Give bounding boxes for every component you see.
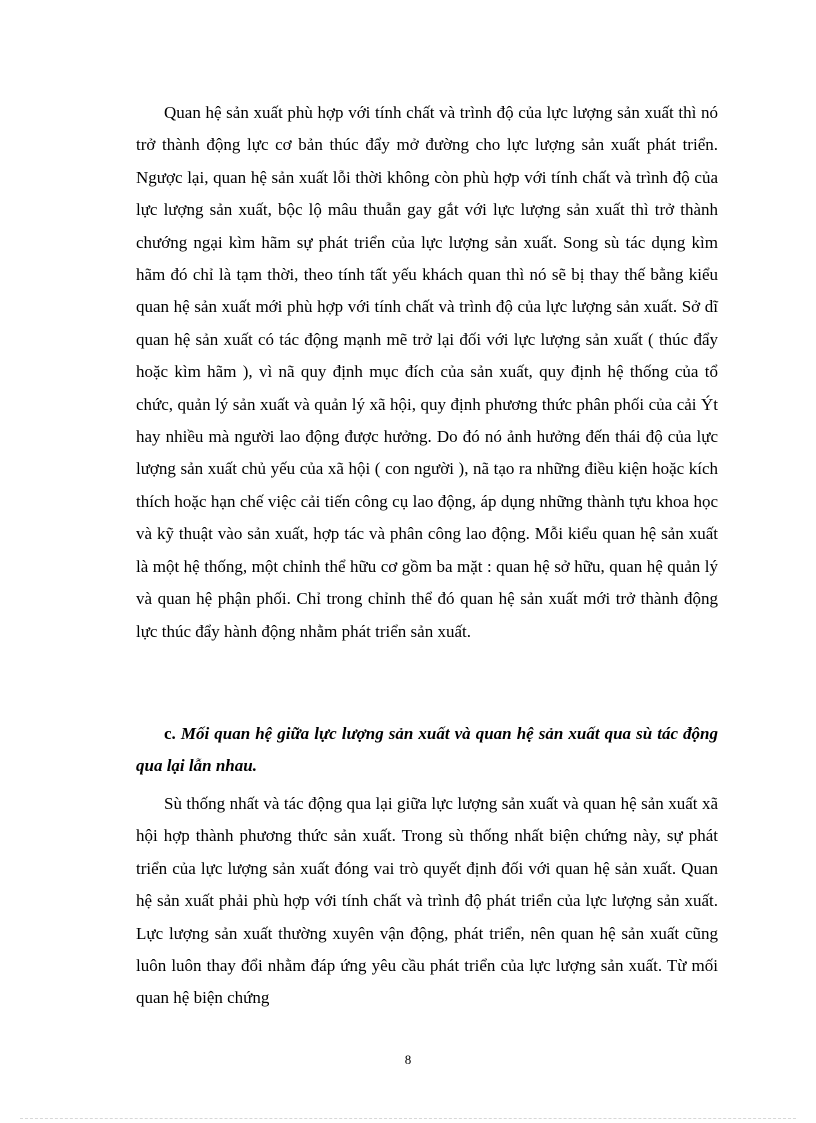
body-paragraph-2	[136, 788, 718, 1015]
section-heading-text: Mối quan hệ giữa lực lượng sản xuất và quan hệ sản xuất qua sù tác động qua lại lẫn nhau.	[136, 724, 719, 776]
paragraph-1-text: Quan hệ sản xuất phù hợp với tính chất và trình độ của lực lượng sản xuất thì nó trở thành động lực cơ bản thúc đẩy mở đường cho lực lượng sản xuất phát triển. Ngược lại, quan hệ sản xuất lỗi thời không còn phù hợp với tính chất và trình độ của lực lượng sản xuất, bộc lộ mâu thuẫn gay gắt với lực lượng sản xuất thì trở thành chướng ngại kìm hãm sự phát triển của lực lượng sản xuất. Song sù tác dụng kìm hãm đó chỉ là tạm thời, theo tính tất yếu khách quan thì nó sẽ bị thay thế bằng kiểu quan hệ sản xuất mới phù hợp với tính chất và trình độ của lực lượng sản xuất. Sở dĩ quan hệ sản xuất có tác động mạnh mẽ trở lại đối với lực lượng sản xuất ( thúc đẩy hoặc kìm hãm ), vì nã quy định mục đích của sản xuất, quy định hệ thống của tổ chức, quản lý sản xuất và quản lý xã hội, quy định phương thức phân phối của cải Ýt hay nhiều mà người lao động được hưởng. Do đó nó ảnh hưởng đến thái độ của lực lượng sản xuất chủ yếu của xã hội ( con người ), nã tạo ra những điều kiện hoặc kích thích hoặc hạn chế việc cải tiến công cụ lao động, áp dụng những thành tựu khoa học và kỹ thuật vào sản xuất, hợp tác và phân công lao động. Mỗi kiểu quan hệ sản xuất là một hệ thống, một chỉnh thể hữu cơ gồm ba mặt : quan hệ sở hữu, quan hệ quản lý và quan hệ phận phối. Chỉ trong chỉnh thể đó quan hệ sản xuất mới trở thành động lực thúc đẩy hành động nhằm phát triển sản xuất.	[136, 103, 718, 641]
section-heading-label: c.	[164, 724, 176, 743]
paragraph-2-text: Sù thống nhất và tác động qua lại giữa lực lượng sản xuất và quan hệ sản xuất xã hội hợp thành phương thức sản xuất. Trong sù thống nhất biện chứng này, sự phát triển của lực lượng sản xuất đóng vai trò quyết định đối với quan hệ sản xuất. Quan hệ sản xuất phải phù hợp với tính chất và trình độ phát triển của lực lượng sản xuất. Lực lượng sản xuất thường xuyên vận động, phát triển, nên quan hệ sản xuất cũng luôn luôn thay đổi nhằm đáp ứng yêu cầu phát triển của lực lượng sản xuất. Từ mối quan hệ biện chứng	[136, 794, 718, 1008]
page-bottom-divider	[20, 1118, 796, 1119]
section-heading	[136, 718, 718, 783]
body-paragraph-1	[136, 97, 718, 648]
page-number: 8	[404, 1052, 412, 1067]
